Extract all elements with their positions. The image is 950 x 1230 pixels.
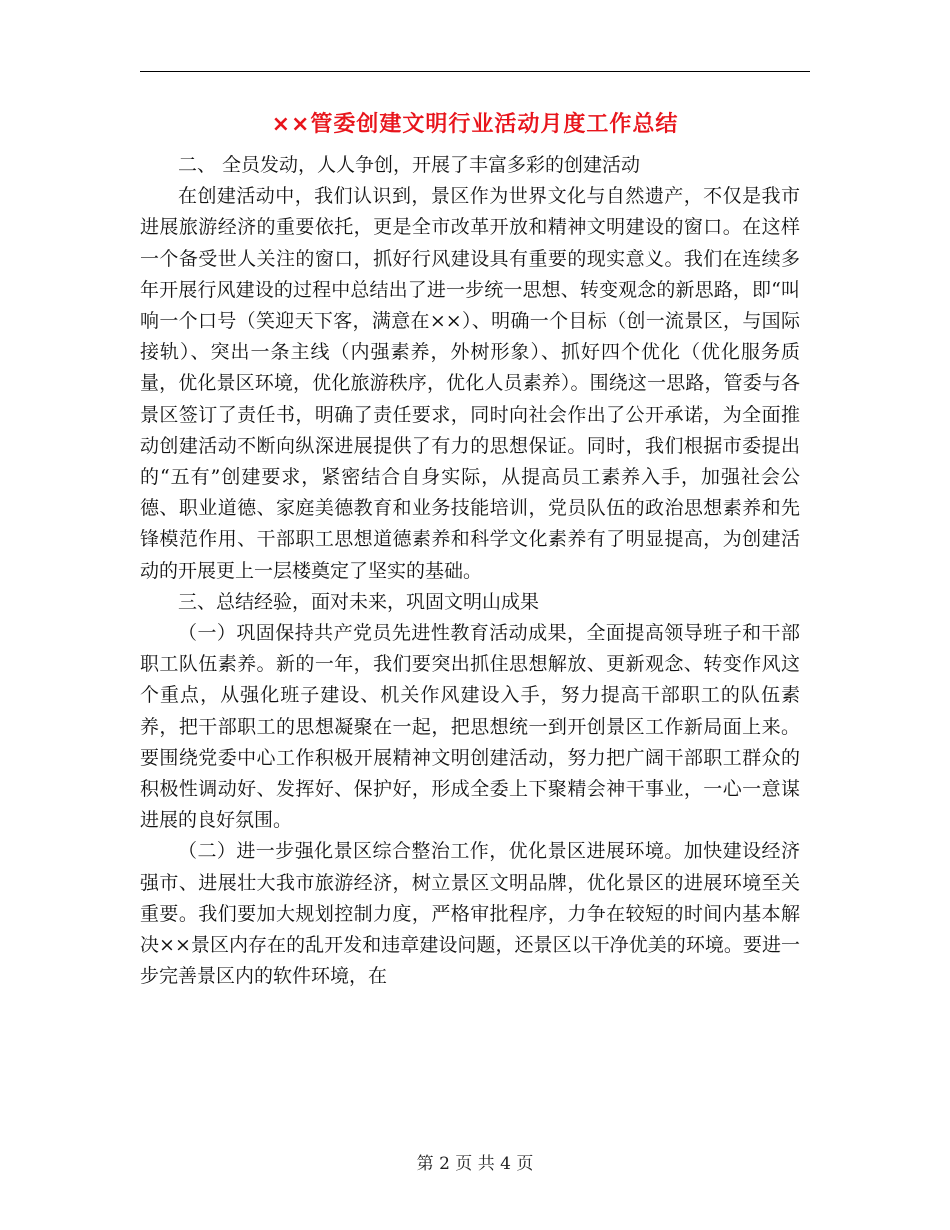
paragraph-item-1: （一）巩固保持共产党员先进性教育活动成果，全面提高领导班子和干部职工队伍素养。新的一年，我们要突出抓住思想解放、更新观念、转变作风这个重点，从强化班子建设、机关作风建设入手，努力提高干部职工的队伍素养，把干部职工的思想凝聚在一起，把思想统一到开创景区工作新局面上来。要围绕党委中心工作积极开展精神文明创建活动，努力把广阔干部职工群众的积极性调动好、发挥好、保护好，形成全委上下聚精会神干事业，一心一意谋进展的良好氛围。 [140,622,800,832]
section-heading-2: 二、 全员发动，人人争创，开展了丰富多彩的创建活动 [178,154,641,176]
document-body [140,150,800,992]
document-title: ××管委创建文明行业活动月度工作总结 [271,112,679,137]
page-number-footer: 第 2 页 共 4 页 [416,1154,534,1174]
header-rule [140,71,810,72]
paragraph-activities: 在创建活动中，我们认识到，景区作为世界文化与自然遗产，不仅是我市进展旅游经济的重要依托，更是全市改革开放和精神文明建设的窗口。在这样一个备受世人关注的窗口，抓好行风建设具有重要的现实意义。我们在连续多年开展行风建设的过程中总结出了进一步统一思想、转变观念的新思路，即“叫响一个口号（笑迎天下客，满意在××）、明确一个目标（创一流景区，与国际接轨）、突出一条主线（内强素养，外树形象）、抓好四个优化（优化服务质量，优化景区环境，优化旅游秩序，优化人员素养）。围绕这一思路，管委与各景区签订了责任书，明确了责任要求，同时向社会作出了公开承诺，为全面推动创建活动不断向纵深进展提供了有力的思想保证。同时，我们根据市委提出的“五有”创建要求，紧密结合自身实际，从提高员工素养入手，加强社会公德、职业道德、家庭美德教育和业务技能培训，党员队伍的政治思想素养和先锋模范作用、干部职工思想道德素养和科学文化素养有了明显提高，为创建活动的开展更上一层楼奠定了坚实的基础。 [140,185,800,582]
section-heading-3: 三、总结经验，面对未来，巩固文明山成果 [178,590,540,613]
paragraph-item-2: （二）进一步强化景区综合整治工作，优化景区进展环境。加快建设经济强市、进展壮大我市旅游经济，树立景区文明品牌，优化景区的进展环境至关重要。我们要加大规划控制力度，严格审批程序，力争在较短的时间内基本解决××景区内存在的乱开发和违章建设问题，还景区以干净优美的环境。要进一步完善景区内的软件环境，在 [140,840,800,988]
